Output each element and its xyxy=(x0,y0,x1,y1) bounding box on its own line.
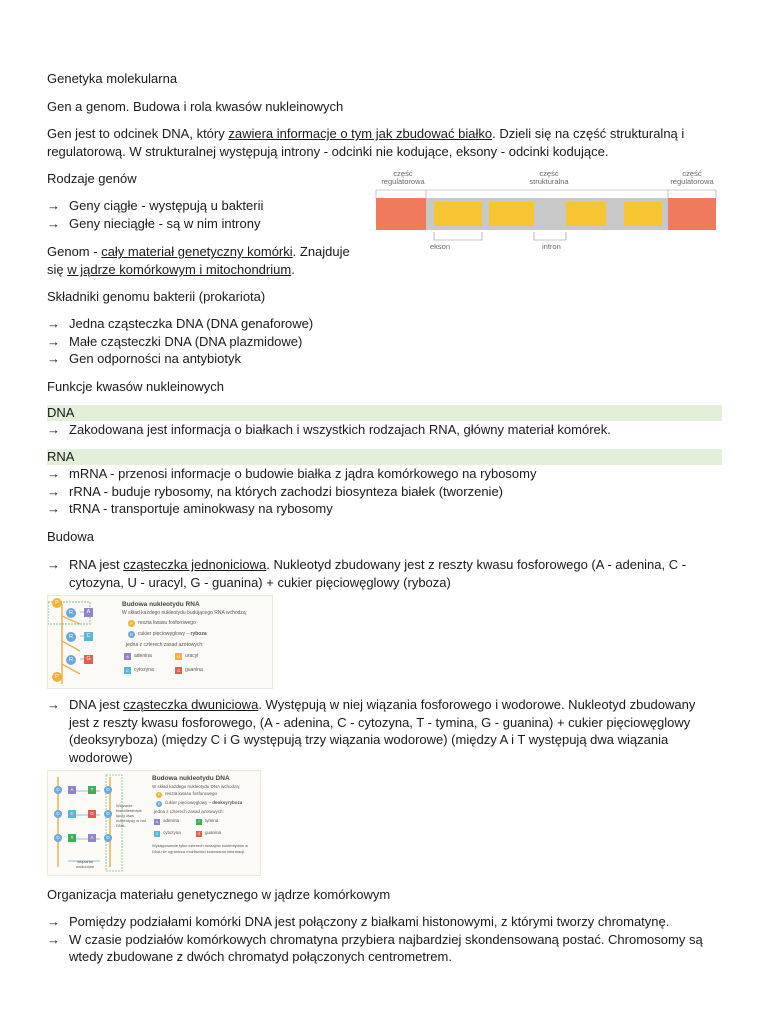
document-title: Genetyka molekularna xyxy=(47,71,178,86)
rna-figure-intro: W skład każdego nukleotydu budującego RNA wchodzą: xyxy=(122,610,248,616)
dna-structure-list xyxy=(47,696,707,766)
deoxyribose-legend-icon: D xyxy=(157,802,161,806)
rna-legend-phosphate: reszta kwasu fosforowego xyxy=(138,620,196,626)
regulatory-segment-right xyxy=(668,198,716,230)
structure-heading: Budowa xyxy=(47,529,94,544)
label-exon: ekson xyxy=(430,242,451,251)
regulatory-segment-left xyxy=(376,198,426,230)
bacteria-heading: Składniki genomu bakterii (prokariota) xyxy=(47,289,266,304)
gene-definition: Gen jest to odcinek DNA, który zawiera informacje o tym jak zbudować białko. Dzieli się na część strukturalną i regulatorową. W strukturalnej występują introny - odcinki nie kodujące, eksony - odcinki kodujące. xyxy=(47,126,685,159)
ribose-legend-icon: R xyxy=(128,631,135,638)
list-item: → Jedna cząsteczka DNA (DNA genaforowe) xyxy=(47,315,647,333)
base-label: uracyl xyxy=(185,653,199,659)
dna-nucleotide-figure xyxy=(47,770,261,876)
phosphate-legend-icon: P xyxy=(128,620,135,627)
base-node: G xyxy=(84,655,93,664)
cytosine-icon: C xyxy=(124,667,131,674)
list-item: → Geny ciągłe - występują u bakterii xyxy=(47,197,347,215)
base-node: T xyxy=(88,786,96,794)
phosphate-node: P xyxy=(52,672,62,682)
guanine-icon: G xyxy=(176,668,181,673)
deoxyribose-node: D xyxy=(104,834,112,842)
adenine-icon: A xyxy=(155,820,159,824)
rna-structure-list xyxy=(47,556,707,591)
base-node: A xyxy=(84,608,93,617)
base-node: A xyxy=(88,834,96,842)
exon-segment xyxy=(489,202,534,226)
list-item: → tRNA - transportuje aminokwasy na rybosomy xyxy=(47,500,722,518)
list-item: → DNA jest cząsteczka dwuniciowa. Występują w niej wiązania fosforowego i wodorowe. Nukleotyd zbudowany jest z reszty kwasu fosforowego, (A - adenina, C - cytozyna, T - tymina, G - guanina) + cukier pięciowęglowy (deoksyryboza) (między C i G występują trzy wiązania wodorowe) (między A i T występują dwa wiązania wodorowe) xyxy=(47,696,707,766)
dna-functions-list xyxy=(47,421,722,439)
base-label: tymina xyxy=(205,818,219,823)
dna-legend-phosphate: reszta kwasu fosforowego xyxy=(165,791,218,796)
ribose-node: R xyxy=(66,655,76,665)
phosphate-legend-icon: P xyxy=(157,793,161,797)
base-node: A xyxy=(68,786,76,794)
base-label: cytozyna xyxy=(163,830,181,835)
dna-figure-title: Budowa nukleotydu DNA xyxy=(152,775,230,782)
rna-legend-bases-heading: jedna z czterech zasad azotowych: xyxy=(126,642,204,648)
rna-figure-title: Budowa nukleotydu RNA xyxy=(122,601,200,608)
rna-nucleotide-figure xyxy=(47,595,273,689)
dna-figure-note: Występowanie tylko czterech rodzajów nukleotydów w DNA nie ogranicza możliwości kodowania informacji. xyxy=(152,843,249,854)
label-structural: część strukturalna xyxy=(529,169,569,186)
organization-list xyxy=(47,913,707,966)
base-label: guanina xyxy=(185,667,203,673)
list-item: → Małe cząsteczki DNA (DNA plazmidowe) xyxy=(47,333,647,351)
gene-types-list xyxy=(47,197,347,232)
ribose-node: R xyxy=(66,632,76,642)
rna-functions-list xyxy=(47,465,722,518)
thymine-icon: T xyxy=(197,820,201,824)
base-label: cytozyna xyxy=(134,667,154,673)
dna-legend-deoxyribose: cukier pięciowęglowy – deoksyryboza xyxy=(165,800,243,805)
rna-band: RNA xyxy=(47,449,722,465)
base-label: guanina xyxy=(205,830,222,835)
deoxyribose-node: D xyxy=(54,834,62,842)
list-item: → Gen odporności na antybiotyk xyxy=(47,350,647,368)
phosphodiester-bond-label: Wiązanie fosfodiestrowe łączy dwa nukleotydy w nici DNA. xyxy=(116,803,147,828)
gene-structure-diagram xyxy=(374,170,719,260)
cytosine-icon: C xyxy=(155,832,159,836)
label-regulatory-right: część regulatorowa xyxy=(670,169,714,186)
exon-segment xyxy=(566,202,606,226)
guanine-icon: G xyxy=(197,832,201,836)
dna-figure-intro: W skład każdego nukleotydu DNA wchodzą: xyxy=(152,784,241,789)
list-item: → Pomiędzy podziałami komórki DNA jest połączony z białkami histonowymi, z którymi tworzy chromatynę. xyxy=(47,913,707,931)
rna-legend-ribose: cukier pięciowęglowy – ryboza xyxy=(138,631,207,637)
exon-segment xyxy=(624,202,662,226)
organization-heading: Organizacja materiału genetycznego w jądrze komórkowym xyxy=(47,887,391,902)
bacteria-list xyxy=(47,315,647,368)
base-label: adenina xyxy=(163,818,180,823)
functions-heading: Funkcje kwasów nukleinowych xyxy=(47,379,225,394)
list-item: → W czasie podziałów komórkowych chromatyna przybiera najbardziej skondensowaną postać. Chromosomy są wtedy zbudowane z dwóch chromatyd połączonych centrometrem. xyxy=(47,931,707,966)
genome-definition: Genom - cały materiał genetyczny komórki. Znajduje się w jądrze komórkowym i mitochondrium. xyxy=(47,244,350,277)
deoxyribose-node: D xyxy=(104,810,112,818)
label-regulatory-left: część regulatorowa xyxy=(381,169,425,186)
base-node: C xyxy=(84,632,93,641)
label-intron: intron xyxy=(542,242,561,251)
uracil-icon: U xyxy=(175,653,182,660)
adenine-icon: A xyxy=(124,653,131,660)
list-item: → mRNA - przenosi informacje o budowie białka z jądra komórkowego na rybosomy xyxy=(47,465,722,483)
ribose-node: R xyxy=(66,608,76,618)
exon-segment xyxy=(434,202,482,226)
list-item: → RNA jest cząsteczka jednoniciowa. Nukleotyd zbudowany jest z reszty kwasu fosforowego (A - adenina, C - cytozyna, U - uracyl, G - guanina) + cukier pięciowęglowy (ryboza) xyxy=(47,556,707,591)
base-node: T xyxy=(68,834,76,842)
list-item: → Zakodowana jest informacja o białkach i wszystkich rodzajach RNA, główny materiał komórek. xyxy=(47,421,722,439)
dna-legend-bases-heading: jedna z czterech zasad azotowych: xyxy=(154,809,224,814)
base-node: C xyxy=(68,810,76,818)
list-item: → Geny nieciągłe - są w nim introny xyxy=(47,215,347,233)
hydrogen-bonds-label: wiązania wodorowe xyxy=(75,859,95,869)
deoxyribose-node: D xyxy=(104,786,112,794)
section-subtitle: Gen a genom. Budowa i rola kwasów nukleinowych xyxy=(47,99,344,114)
deoxyribose-node: D xyxy=(54,810,62,818)
list-item: → rRNA - buduje rybosomy, na których zachodzi biosynteza białek (tworzenie) xyxy=(47,483,722,501)
base-node: G xyxy=(88,810,96,818)
phosphate-node: P xyxy=(52,598,62,608)
base-label: adenina xyxy=(134,653,152,659)
dna-band: DNA xyxy=(47,405,722,421)
deoxyribose-node: D xyxy=(54,786,62,794)
gene-types-heading: Rodzaje genów xyxy=(47,171,137,186)
